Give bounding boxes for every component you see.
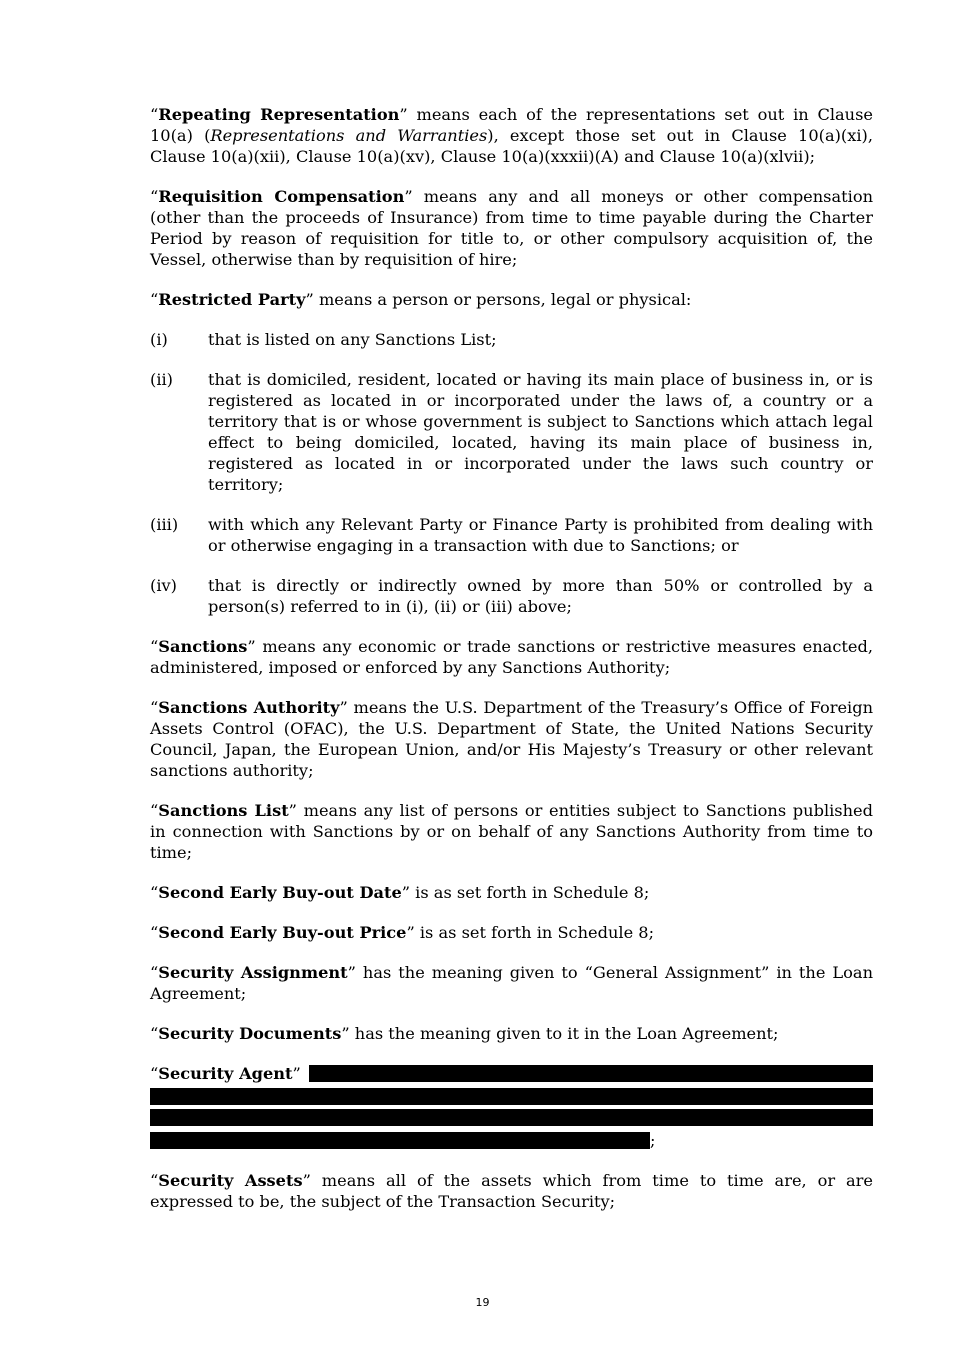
item-text: that is listed on any Sanctions List; <box>208 330 497 349</box>
definition-security-documents: “Security Documents” has the meaning given to it in the Loan Agreement; <box>150 1024 779 1043</box>
item-text: that is domiciled, resident, located or having its main place of business in, or is registered as located in or incorporated under the laws of, a country or a territory that is or whose government is subject to Sanctions which attach legal effect to being domiciled, located, having its main place of business in, registered as located in or incorporated under the laws such country or territory; <box>208 370 873 494</box>
redaction-bar <box>309 1065 873 1082</box>
term: Restricted Party <box>158 290 306 309</box>
definition-sanctions-list: “Sanctions List” means any list of persons or entities subject to Sanctions published in connection with Sanctions by or on behalf of any Sanctions Authority from time to time; <box>150 801 873 862</box>
definition-sanctions: “Sanctions” means any economic or trade sanctions or restrictive measures enacted, administered, imposed or enforced by any Sanctions Authority; <box>150 637 873 677</box>
term: Security Documents <box>158 1024 342 1043</box>
item-number: (iii) <box>150 515 179 534</box>
term: Second Early Buy-out Date <box>158 883 402 902</box>
document-page <box>150 104 873 1212</box>
redaction-bar <box>150 1132 650 1149</box>
definition-security-assignment: “Security Assignment” has the meaning given to “General Assignment” in the Loan Agreement; <box>150 963 873 1003</box>
definition-restricted-party: “Restricted Party” means a person or persons, legal or physical: <box>150 290 692 309</box>
definition-requisition-compensation: “Requisition Compensation” means any and all moneys or other compensation (other than the proceeds of Insurance) from time to time payable during the Charter Period by reason of requisition for title to, or other compulsory acquisition of, the Vessel, otherwise than by requisition of hire; <box>150 187 873 269</box>
list-item <box>150 575 873 617</box>
definition-repeating-representation: “Repeating Representation” means each of the representations set out in Clause 10(a) (Representations and Warranties), except those set out in Clause 10(a)(xi), Clause 10(a)(xii), Clause 10(a)(xv), Clause 10(a)(xxxii)(A) and Clause 10(a)(xlvii); <box>150 105 873 166</box>
item-number: (ii) <box>150 370 173 389</box>
page-number: 19 <box>475 1296 490 1309</box>
definition-security-assets: “Security Assets” means all of the assets which from time to time are, or are expressed to be, the subject of the Transaction Security; <box>150 1171 873 1211</box>
definition-security-agent: “Security Agent” ; <box>150 1063 873 1151</box>
redaction-bar <box>150 1088 873 1105</box>
item-number: (i) <box>150 330 168 349</box>
list-item <box>150 514 873 556</box>
term: Security Agent <box>158 1064 293 1083</box>
term: Sanctions <box>158 637 248 656</box>
definition-second-early-buyout-date: “Second Early Buy-out Date” is as set forth in Schedule 8; <box>150 883 650 902</box>
definition-sanctions-authority: “Sanctions Authority” means the U.S. Department of the Treasury’s Office of Foreign Assets Control (OFAC), the U.S. Department of State, the United Nations Security Council, Japan, the European Union, and/or His Majesty’s Treasury or other relevant sanctions authority; <box>150 698 873 780</box>
term: Sanctions List <box>158 801 289 820</box>
item-text: with which any Relevant Party or Finance Party is prohibited from dealing with or otherwise engaging in a transaction with due to Sanctions; or <box>208 515 873 555</box>
term: Sanctions Authority <box>158 698 340 717</box>
term: Security Assets <box>158 1171 303 1190</box>
definition-second-early-buyout-price: “Second Early Buy-out Price” is as set forth in Schedule 8; <box>150 923 655 942</box>
term: Repeating Representation <box>158 105 400 124</box>
term: Security Assignment <box>158 963 348 982</box>
term: Second Early Buy-out Price <box>158 923 407 942</box>
item-text: that is directly or indirectly owned by more than 50% or controlled by a person(s) referred to in (i), (ii) or (iii) above; <box>208 576 873 616</box>
list-item <box>150 369 873 495</box>
item-number: (iv) <box>150 576 177 595</box>
term: Requisition Compensation <box>158 187 405 206</box>
redaction-bar <box>150 1109 873 1126</box>
list-item <box>150 329 873 350</box>
